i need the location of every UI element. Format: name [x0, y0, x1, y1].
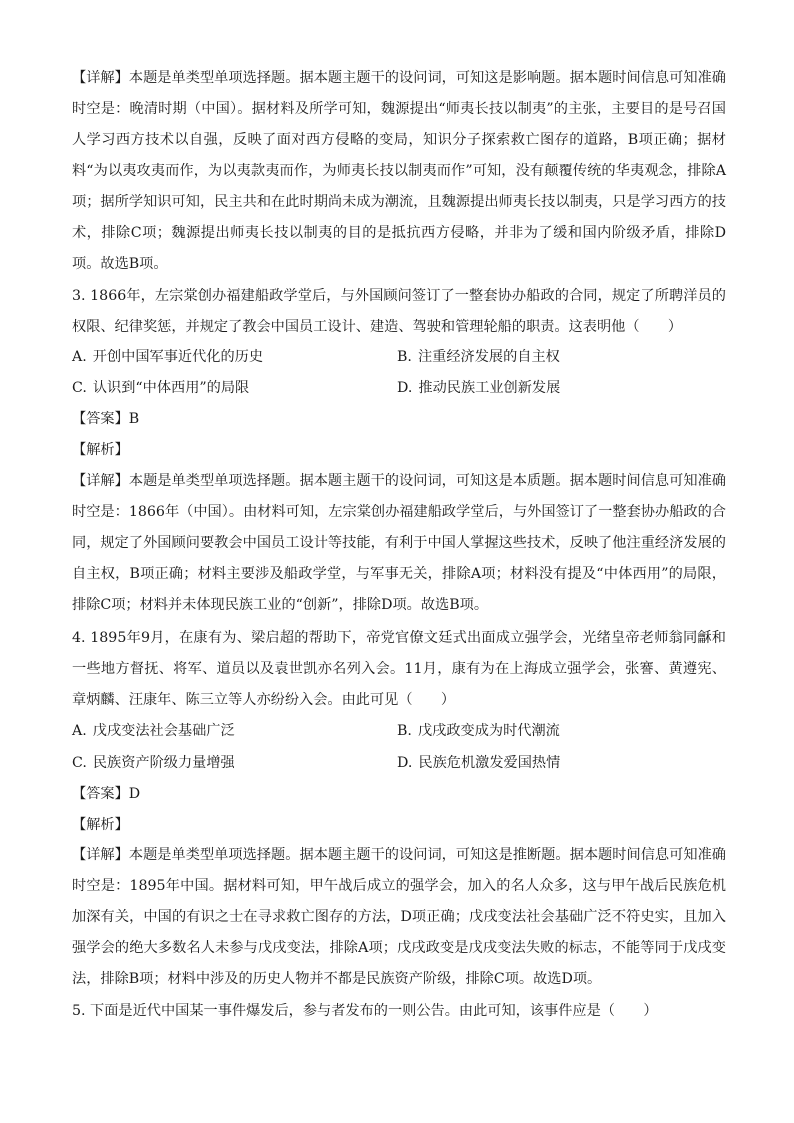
q4-option-a-letter: A. — [72, 723, 87, 739]
q3-answer-label: 【答案】 — [72, 411, 129, 427]
q4-option-a-text: 戊戌变法社会基础广泛 — [92, 723, 235, 739]
q4-answer-value: D — [128, 786, 141, 802]
q3-answer-value: B — [128, 411, 140, 427]
q3-answer — [72, 409, 139, 429]
q4-option-b-letter: B. — [397, 723, 412, 739]
q3-option-c-text: 认识到“中体西用”的局限 — [92, 380, 250, 396]
q3-analysis-label: 【解析】 — [72, 442, 129, 458]
q4-detail-paragraph — [72, 840, 726, 995]
q3-option-a-letter: A. — [72, 349, 87, 365]
q4-option-c[interactable] — [72, 753, 235, 773]
q3-option-b-text: 注重经济发展的自主权 — [417, 349, 560, 365]
q4-stem: 4. 1895年9月，在康有为、梁启超的帮助下，帝党官僚文廷式出面成立强学会，光绪皇帝老师翁同龢和一些地方督抚、将军、道员以及袁世凯亦名列入会。11月，康有为在上海成立强学会，张謇、黄遵宪、章炳麟、汪康年、陈三立等人亦纷纷入会。由此可见（ ） — [72, 630, 726, 708]
q3-option-d-text: 推动民族工业创新发展 — [418, 380, 561, 396]
q3-option-c-letter: C. — [72, 380, 87, 396]
q4-detail-label: 【详解】 — [72, 847, 129, 863]
q2-detail-label: 【详解】 — [72, 70, 129, 86]
q4-option-b[interactable] — [397, 721, 560, 741]
q3-option-b[interactable] — [397, 347, 560, 367]
q4-option-b-text: 戊戌政变成为时代潮流 — [417, 723, 560, 739]
q4-answer-label: 【答案】 — [72, 786, 129, 802]
q3-option-a[interactable] — [72, 347, 263, 367]
q3-detail-text: 本题是单类型单项选择题。据本题主题干的设问词，可知这是本质题。据本题时间信息可知准确时空是：1866年（中国）。由材料可知，左宗棠创办福建船政学堂后，与外国签订了一整套协办船政的合同，规定了外国顾问要教会中国员工设计等技能，有利于中国人掌握这些技术，反映了他注重经济发展的自主权，B项正确；材料主要涉及船政学堂，与军事无关，排除A项；材料没有提及“中体西用”的局限，排除C项；材料并未体现民族工业的“创新”，排除D项。故选B项。 — [72, 473, 726, 613]
q3-option-d-letter: D. — [397, 380, 413, 396]
q4-option-d[interactable] — [397, 753, 560, 773]
q4-analysis-label: 【解析】 — [72, 817, 129, 833]
q4-detail-text: 本题是单类型单项选择题。据本题主题干的设问词，可知这是推断题。据本题时间信息可知准确时空是：1895年中国。据材料可知，甲午战后成立的强学会，加入的名人众多，这与甲午战后民族危机加深有关，中国的有识之士在寻求救亡图存的方法，D项正确；戊戌变法社会基础广泛不符史实，且加入强学会的绝大多数名人未参与戊戌变法，排除A项；戊戌政变是戊戌变法失败的标志，不能等同于戊戌变法，排除B项；材料中涉及的历史人物并不都是民族资产阶级，排除C项。故选D项。 — [72, 847, 726, 987]
q2-detail-text: 本题是单类型单项选择题。据本题主题干的设问词，可知这是影响题。据本题时间信息可知准确时空是：晚清时期（中国）。据材料及所学可知，魏源提出“师夷长技以制夷”的主张，主要目的是号召国人学习西方技术以自强，反映了面对西方侵略的变局，知识分子探索救亡图存的道路，B项正确；据材料“为以夷攻夷而作，为以夷款夷而作，为师夷长技以制夷而作”可知，没有颠覆传统的华夷观念，排除A项；据所学知识可知，民主共和在此时期尚未成为潮流，且魏源提出师夷长技以制夷，只是学习西方的技术，排除C项；魏源提出师夷长技以制夷的目的是抵抗西方侵略，并非为了缓和国内阶级矛盾，排除D项。故选B项。 — [72, 70, 726, 272]
q3-detail-paragraph — [72, 466, 726, 621]
q3-option-a-text: 开创中国军事近代化的历史 — [92, 349, 264, 365]
q4-answer — [72, 784, 140, 804]
q4-option-d-letter: D. — [397, 755, 413, 771]
q3-option-d[interactable] — [397, 378, 560, 398]
q5-stem: 5. 下面是近代中国某一事件爆发后，参与者发布的一则公告。由此可知，该事件应是（ ） — [72, 1003, 658, 1019]
q4-option-d-text: 民族危机激发爱国热情 — [418, 755, 561, 771]
q2-detail-paragraph — [72, 63, 726, 280]
q3-stem: 3. 1866年，左宗棠创办福建船政学堂后，与外国顾问签订了一整套协办船政的合同，规定了所聘洋员的权限、纪律奖惩，并规定了教会中国员工设计、建造、驾驶和管理轮船的职责。这表明他（ ） — [72, 288, 726, 335]
q4-option-a[interactable] — [72, 721, 235, 741]
q4-option-c-letter: C. — [72, 755, 87, 771]
q3-option-c[interactable] — [72, 378, 249, 398]
q4-option-c-text: 民族资产阶级力量增强 — [92, 755, 235, 771]
q3-option-b-letter: B. — [397, 349, 412, 365]
q3-detail-label: 【详解】 — [72, 473, 129, 489]
